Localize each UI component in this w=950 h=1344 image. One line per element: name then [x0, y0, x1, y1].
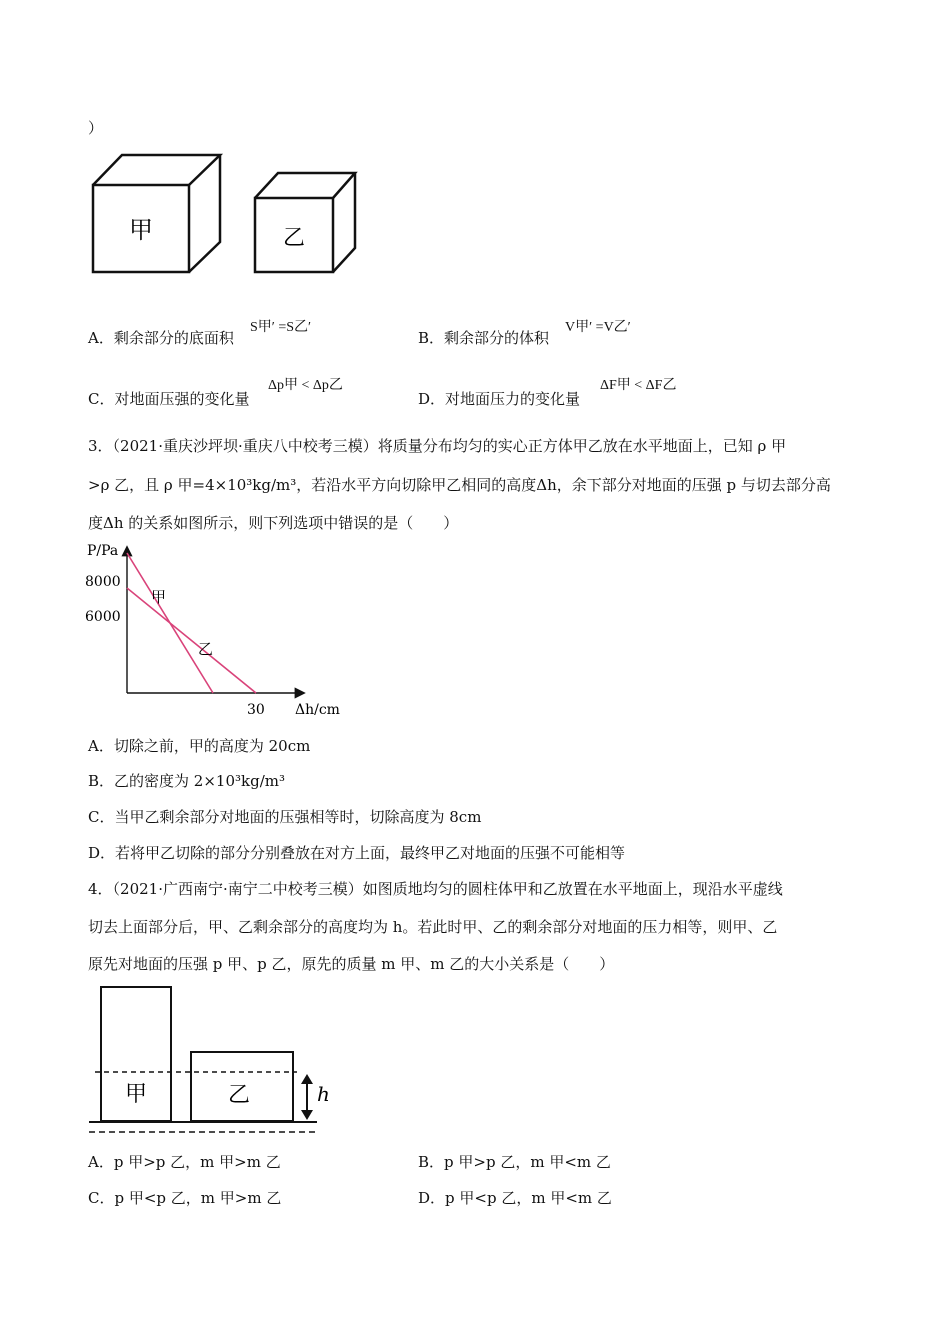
pressure-chart: [85, 538, 360, 723]
q4-stem-line2: 切去上面部分后，甲、乙剩余部分的高度均为 h。若此时甲、乙的剩余部分对地面的压力相等，则甲、乙: [88, 918, 778, 936]
q3-option-a: A．切除之前，甲的高度为 20cm: [88, 737, 311, 755]
h-label: h: [317, 1082, 330, 1106]
h-arrow-down: [301, 1110, 313, 1120]
series-jia-label: 甲: [151, 588, 167, 606]
q4-stem-line1: 4．（2021·广西南宁·南宁二中校考三模）如图质地均匀的圆柱体甲和乙放置在水平地面上，现沿水平虚线: [88, 880, 783, 898]
q3-option-b: B．乙的密度为 2×10³kg/m³: [88, 772, 285, 790]
q2-option-d-formula: ΔF甲 < ΔF乙: [600, 378, 677, 393]
q4-option-d: D．p 甲<p 乙，m 甲<m 乙: [418, 1189, 612, 1207]
cube-b-label: 乙: [282, 226, 306, 251]
series-yi-line: [127, 588, 256, 693]
h-arrow-up: [301, 1074, 313, 1084]
q4-option-c: C．p 甲<p 乙，m 甲>m 乙: [88, 1189, 282, 1207]
q4-option-a: A．p 甲>p 乙，m 甲>m 乙: [88, 1153, 281, 1171]
q3-stem-line2: >ρ 乙，且 ρ 甲=4×10³kg/m³，若沿水平方向切除甲乙相同的高度Δh，余下部分对地面的压强 p 与切去部分高: [88, 476, 831, 494]
x-tick-30: 30: [247, 702, 265, 718]
q2-option-c: C．对地面压强的变化量: [88, 390, 250, 408]
prev-question-tail: ）: [88, 119, 104, 137]
q3-option-c: C．当甲乙剩余部分对地面的压强相等时，切除高度为 8cm: [88, 808, 482, 826]
y-tick-8000: 8000: [85, 574, 121, 590]
q3-option-d: D．若将甲乙切除的部分分别叠放在对方上面，最终甲乙对地面的压强不可能相等: [88, 844, 626, 862]
q2-option-c-formula: Δp甲 < Δp乙: [268, 378, 343, 393]
y-tick-6000: 6000: [85, 609, 121, 625]
q2-option-a-formula: S甲′ =S乙′: [250, 320, 312, 335]
q2-option-b-formula: V甲′ =V乙′: [565, 320, 631, 335]
q3-stem-line3: 度Δh 的关系如图所示，则下列选项中错误的是（ ）: [88, 514, 459, 532]
cylinder-b-label: 乙: [227, 1083, 251, 1108]
cylinders-figure: [85, 980, 330, 1135]
q4-stem-line3: 原先对地面的压强 p 甲、p 乙，原先的质量 m 甲、m 乙的大小关系是（ ）: [88, 955, 615, 973]
series-yi-label: 乙: [198, 640, 214, 658]
cylinder-a-label: 甲: [124, 1082, 148, 1107]
q2-option-d: D．对地面压力的变化量: [418, 390, 581, 408]
y-axis-label: P/Pa: [87, 543, 119, 559]
q2-option-a: A．剩余部分的底面积: [88, 329, 234, 347]
x-axis-label: Δh/cm: [295, 702, 340, 718]
cubes-figure: [85, 150, 385, 280]
cube-a-label: 甲: [129, 216, 153, 244]
q4-option-b: B．p 甲>p 乙，m 甲<m 乙: [418, 1153, 611, 1171]
q2-option-b: B．剩余部分的体积: [418, 329, 550, 347]
q3-stem-line1: 3．（2021·重庆沙坪坝·重庆八中校考三模）将质量分布均匀的实心正方体甲乙放在水平地面上，已知 ρ 甲: [88, 437, 787, 455]
